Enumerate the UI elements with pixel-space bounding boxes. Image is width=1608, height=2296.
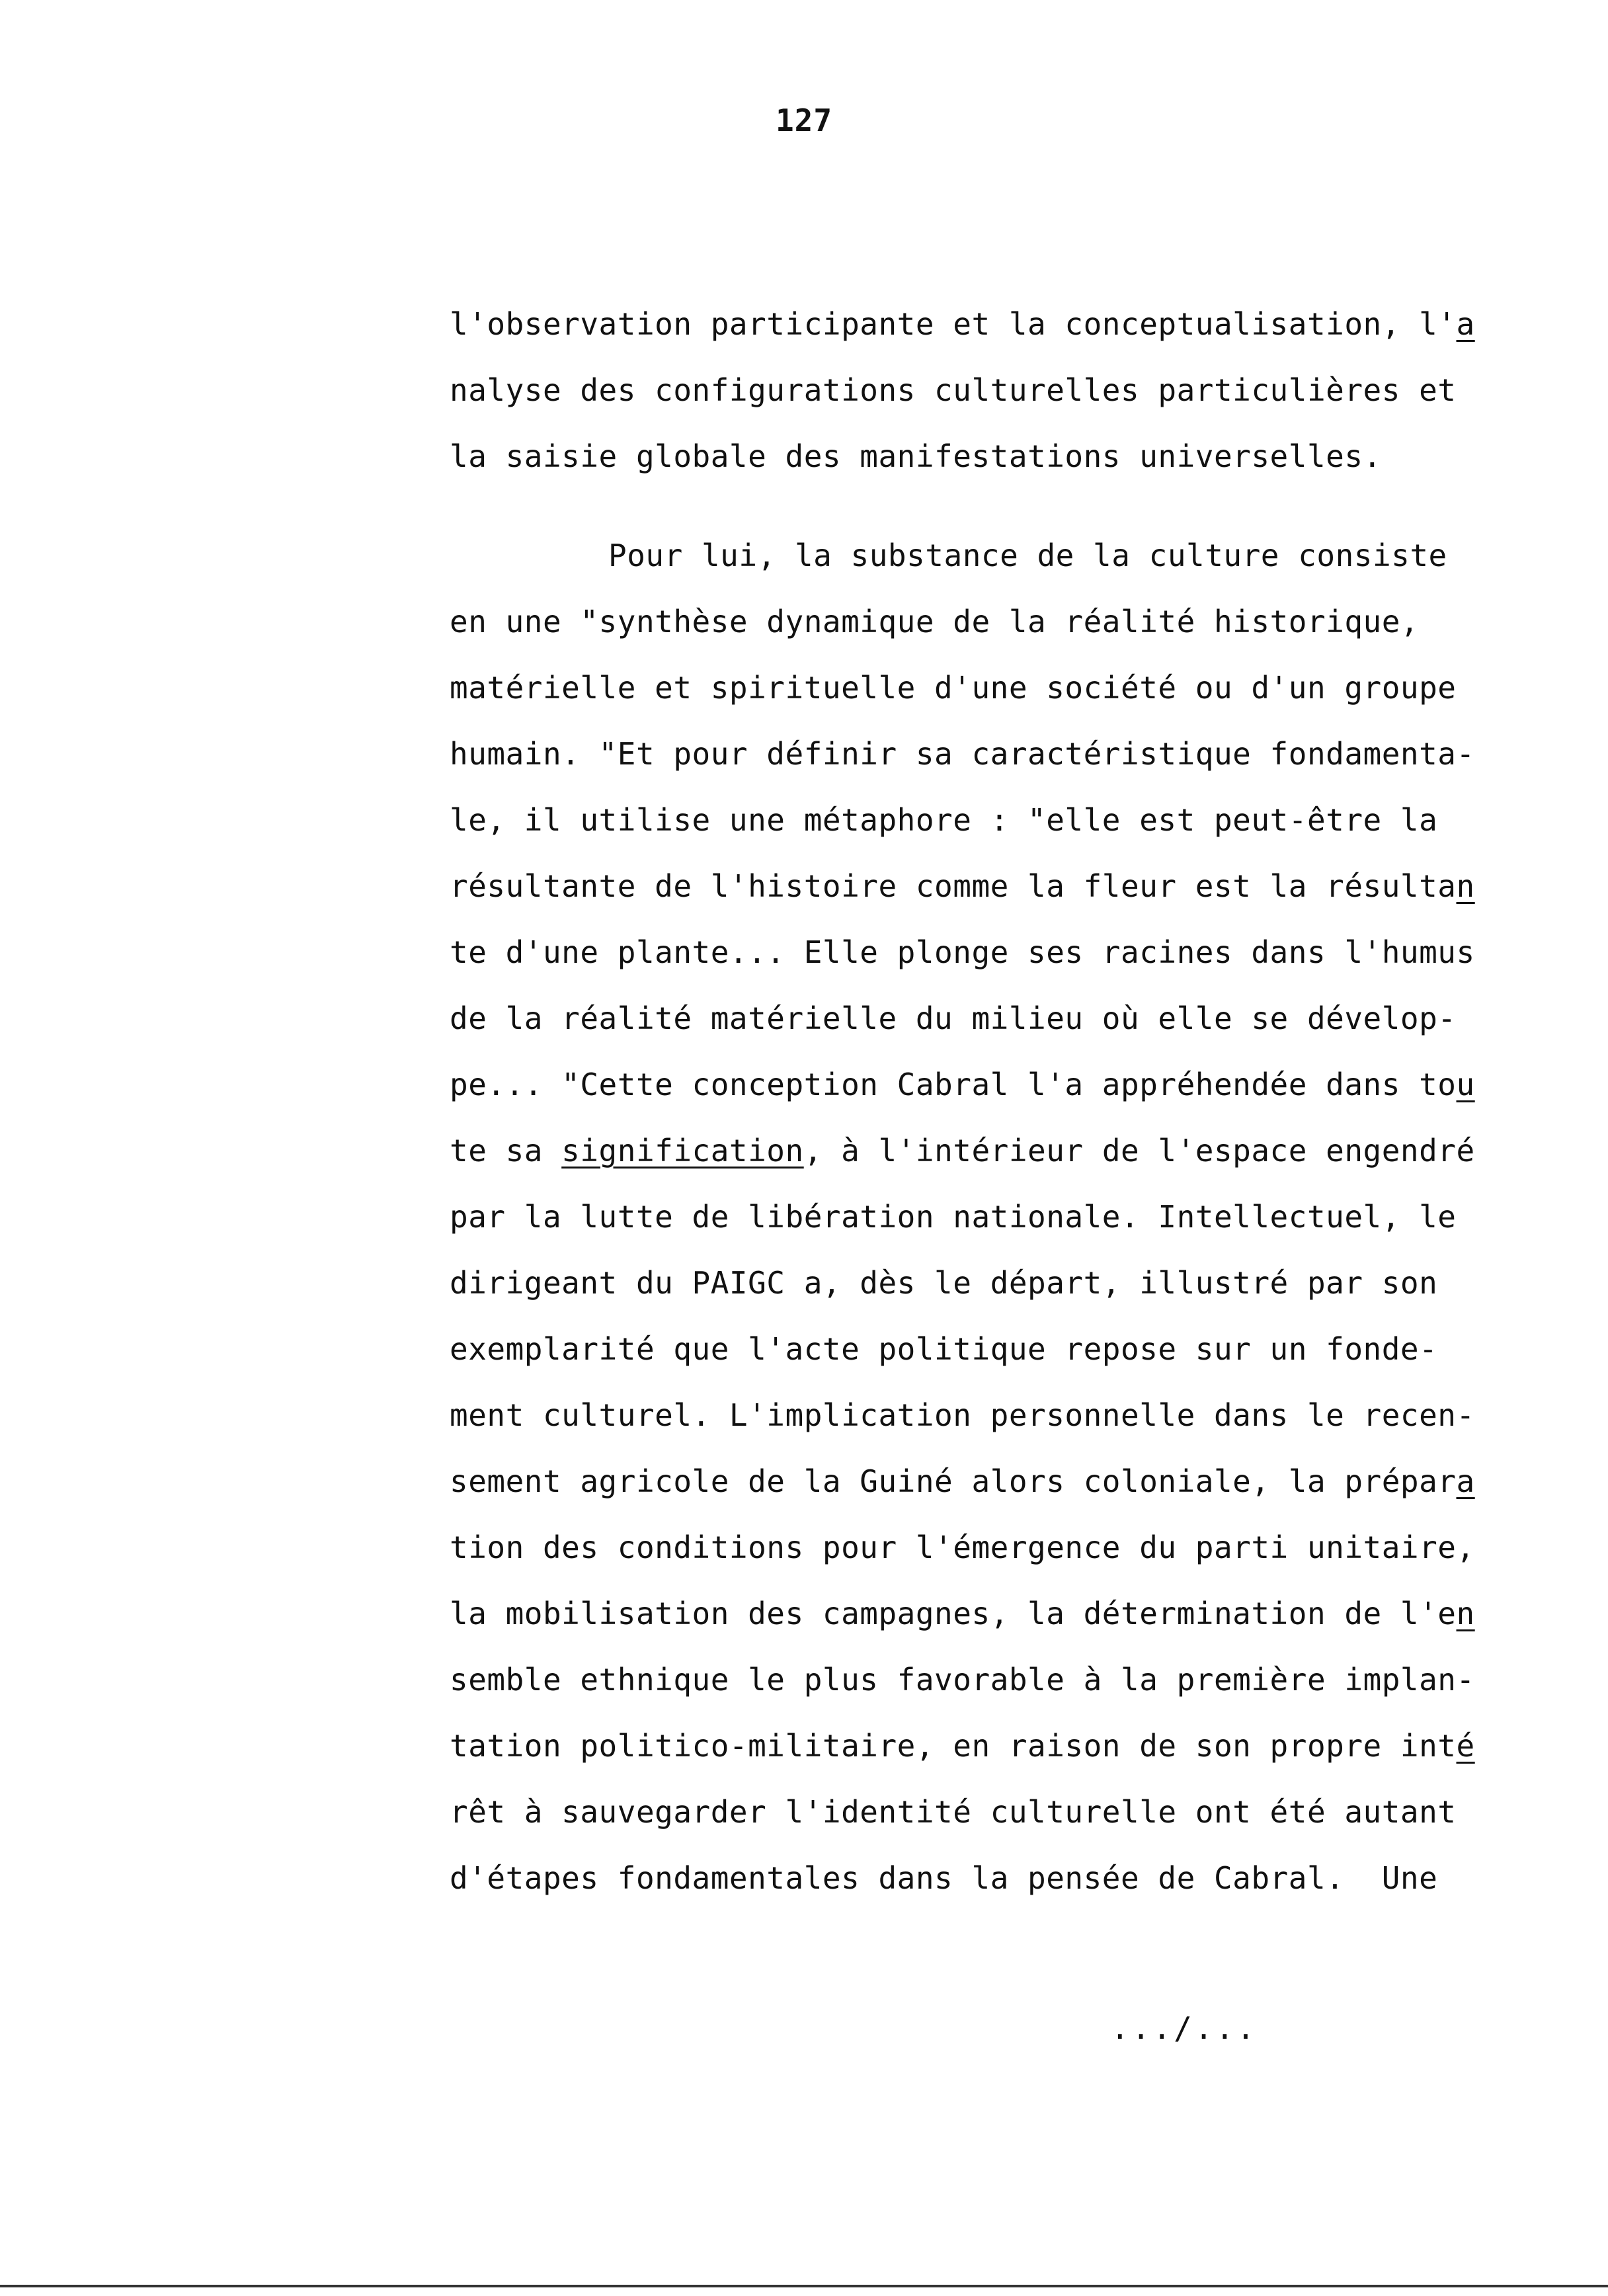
line-text: tion des conditions pour l'émergence du parti unitaire, (450, 1530, 1475, 1565)
text-line (450, 1792, 1457, 1832)
line-text: de la réalité matérielle du milieu où elle se dévelop- (450, 1001, 1457, 1036)
text-line (450, 1395, 1475, 1435)
text-line (450, 1726, 1475, 1766)
line-text: d'étapes fondamentales dans la pensée de Cabral. Une (450, 1860, 1438, 1896)
text-line (450, 1065, 1475, 1104)
text-line (450, 866, 1475, 906)
line-text-tail: , à l'intérieur de l'espace engendré (803, 1133, 1475, 1168)
line-text: par la lutte de libération nationale. Intellectuel, le (450, 1199, 1457, 1235)
text-line (450, 304, 1475, 344)
text-line (450, 932, 1475, 972)
line-text: ment culturel. L'implication personnelle dans le recen- (450, 1397, 1475, 1433)
text-line (608, 536, 1447, 575)
line-text: en une "synthèse dynamique de la réalité historique, (450, 604, 1420, 639)
line-text: exemplarité que l'acte politique repose sur un fonde- (450, 1331, 1438, 1367)
line-text: Pour lui, la substance de la culture consiste (608, 538, 1447, 573)
underlined-text: n (1456, 1596, 1475, 1631)
line-text: dirigeant du PAIGC a, dès le départ, illustré par son (450, 1265, 1438, 1301)
text-line (450, 734, 1475, 774)
line-text: tation politico-militaire, en raison de son propre int (450, 1728, 1457, 1764)
underlined-text: é (1456, 1728, 1475, 1764)
line-text: rêt à sauvegarder l'identité culturelle ont été autant (450, 1794, 1457, 1830)
page-number: 127 (775, 102, 833, 138)
underlined-text: signification (561, 1133, 804, 1168)
text-line (450, 1263, 1437, 1303)
text-line (450, 602, 1419, 641)
line-text: le, il utilise une métaphore : "elle est peut-être la (450, 802, 1438, 838)
line-text: la saisie globale des manifestations universelles. (450, 438, 1382, 474)
text-line (450, 370, 1457, 410)
text-line (450, 800, 1437, 840)
line-text: sement agricole de la Guiné alors coloniale, la prépar (450, 1463, 1457, 1499)
line-text: humain. "Et pour définir sa caractéristique fondamenta- (450, 736, 1475, 772)
line-text: la mobilisation des campagnes, la détermination de l'e (450, 1596, 1457, 1631)
text-line (450, 436, 1382, 476)
continuation-mark: .../... (1111, 2010, 1258, 2046)
line-text: matérielle et spirituelle d'une société ou d'un groupe (450, 670, 1457, 706)
text-line (450, 1461, 1475, 1501)
line-text: nalyse des configurations culturelles particulières et (450, 372, 1457, 408)
line-text: résultante de l'histoire comme la fleur est la résulta (450, 868, 1457, 904)
line-text: pe... "Cette conception Cabral l'a appréhendée dans to (450, 1067, 1457, 1102)
line-text: te sa (450, 1133, 562, 1168)
text-line (450, 1858, 1437, 1898)
text-line (450, 999, 1457, 1038)
bottom-rule (0, 2285, 1608, 2287)
line-text: te d'une plante... Elle plonge ses racines dans l'humus (450, 934, 1475, 970)
line-text: l'observation participante et la conceptualisation, l' (450, 306, 1457, 342)
underlined-text: n (1456, 868, 1475, 904)
underlined-text: a (1456, 306, 1475, 342)
text-line (450, 1528, 1475, 1567)
text-line (450, 1197, 1457, 1237)
text-line (450, 1329, 1437, 1369)
text-line (450, 1660, 1475, 1700)
underlined-text: u (1456, 1067, 1475, 1102)
underlined-text: a (1456, 1463, 1475, 1499)
text-line (450, 668, 1457, 708)
text-line (450, 1131, 1475, 1170)
text-line (450, 1594, 1475, 1633)
line-text: semble ethnique le plus favorable à la première implan- (450, 1662, 1475, 1698)
